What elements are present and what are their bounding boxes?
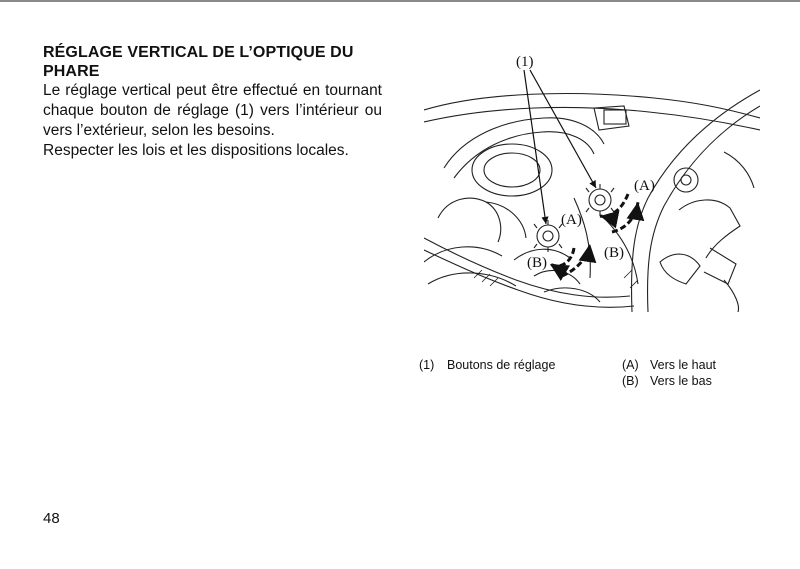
illustration-drawing	[424, 48, 760, 348]
text-column	[43, 43, 382, 161]
callout-knobs: (1)	[516, 54, 534, 70]
legend-item	[622, 357, 716, 373]
page-number: 48	[43, 510, 60, 527]
paragraph-adjustment: Le réglage vertical peut être effectué en tournant chaque bouton de réglage (1) vers l’intérieur ou vers l’extérieur, selon les besoins.	[43, 82, 382, 139]
mechanical-line-art	[424, 90, 760, 312]
legend-directions	[622, 357, 716, 389]
section-title: RÉGLAGE VERTICAL DE L’OPTIQUE DU PHARE	[43, 44, 354, 80]
legend-item	[419, 357, 555, 373]
legend-item	[622, 373, 716, 389]
legend-key: (A)	[622, 358, 639, 372]
callout-up-right: (A)	[634, 178, 655, 194]
top-rule	[0, 0, 800, 2]
callout-up-left: (A)	[561, 212, 582, 228]
legend-text: Boutons de réglage	[447, 358, 556, 372]
callout-down-right: (B)	[604, 245, 624, 261]
headlight-adjustment-illustration	[424, 48, 760, 348]
legend-key: (B)	[622, 374, 639, 388]
callout-down-left: (B)	[527, 255, 547, 271]
legend-key: (1)	[419, 358, 435, 372]
legend-knobs	[419, 357, 555, 373]
legend-text: Vers le haut	[650, 358, 717, 372]
paragraph-regulations: Respecter les lois et les dispositions locales.	[43, 142, 349, 159]
rotation-arrows	[550, 194, 638, 276]
legend-text: Vers le bas	[650, 374, 712, 388]
